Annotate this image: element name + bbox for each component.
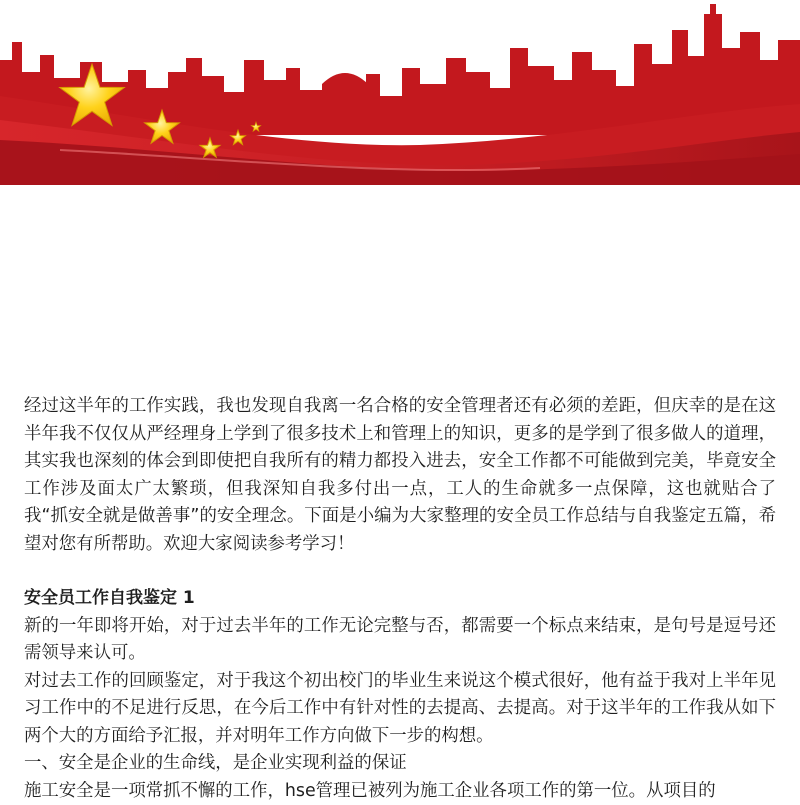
header-banner — [0, 0, 800, 185]
paragraph-3: 一、安全是企业的生命线，是企业实现利益的保证 — [24, 750, 776, 778]
document-body — [24, 393, 776, 805]
paragraph-4-partial: 施工安全是一项常抓不懈的工作，hse管理已被列为施工企业各项工作的第一位。从项目的 — [24, 778, 776, 805]
section-heading: 安全员工作自我鉴定 1 — [24, 585, 776, 613]
paragraph-2: 对过去工作的回顾鉴定，对于我这个初出校门的毕业生来说这个模式很好，他有益于我对上半年见习工作中的不足进行反思，在今后工作中有针对性的去提高、去提高。对于这半年的工作我从如下两个大的方面给予汇报，并对明年工作方向做下一步的构想。 — [24, 668, 776, 751]
intro-paragraph: 经过这半年的工作实践，我也发现自我离一名合格的安全管理者还有必须的差距，但庆幸的是在这半年我不仅仅从严经理身上学到了很多技术上和管理上的知识，更多的是学到了很多做人的道理，其实我也深刻的体会到即使把自我所有的精力都投入进去，安全工作都不可能做到完美，毕竟安全工作涉及面太广太繁琐，但我深知自我多付出一点，工人的生命就多一点保障，这也就贴合了我“抓安全就是做善事”的安全理念。下面是小编为大家整理的安全员工作总结与自我鉴定五篇，希望对您有所帮助。欢迎大家阅读参考学习！ — [24, 393, 776, 558]
paragraph-1: 新的一年即将开始，对于过去半年的工作无论完整与否，都需要一个标点来结束，是句号是逗号还需领导来认可。 — [24, 613, 776, 668]
